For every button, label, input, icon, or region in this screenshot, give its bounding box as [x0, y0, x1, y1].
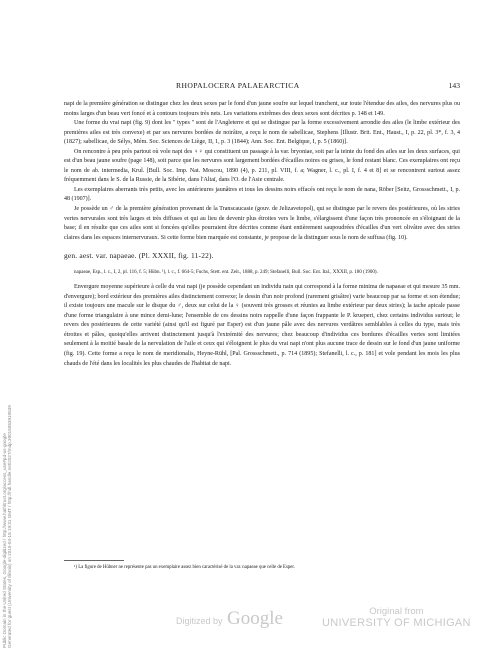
- google-watermark: [176, 608, 283, 630]
- source-watermark: [322, 606, 471, 629]
- body-text: [64, 100, 460, 369]
- paragraph: Je possède un ♂ de la première génération provenant de la Transcaucasie (gouv. de Jelizavetopol), qui se distingue par le revers des postérieures, où les stries vertes nervurales sont très larges et très diffuses et qui au lieu de devenir plus étroites vers le limbe, s'élargissent d'une façon très prononcée en s'éloignant de la base; il en résulte que ces ailes sont si foncées qu'elles pourraient être décrites comme étant entièrement saupoudrées d'écailles d'un vert olivâtre avec des stries claires dans les espaces internervuraux. Si cette forme bien marquée est constante, je propose de la distinguer sous le nom de suffusa (fig. 10).: [64, 206, 460, 241]
- access-note-line-1: Generated for guest (University of Illinois) on 2015-04-18 19:31 GMT / http://hdl.handle.net/2027/mdp.39015063919539: [7, 405, 12, 648]
- digitization-footer: [0, 600, 502, 640]
- footnote-divider: [64, 560, 124, 561]
- paragraph: Les exemplaires aberrants très petits, avec les antérieures jaunâtres et tous les dessins noirs effacés ont reçu le nom de nana, Röber [Seitz, Grossschmett., I, p. 48 (1907)].: [64, 186, 460, 203]
- footnote: ¹) La figure de Hübner ne représente pas un exemplaire assez bien caractérisé de la var. napaeae que celle de Esper.: [74, 565, 295, 570]
- running-title: RHOPALOCERA PALAEARCTICA: [176, 81, 300, 90]
- synonymy-references: napaeae, Esp., l. c., I, 2, pl. 116, f. 5; Hübn. ¹), l. c., f. 664-5; Fuchs, Stett. ent. Zeit., 1888, p. 249; Stefanelli, Bull. Soc. Ent. Ital., XXXII, p. 180 (1900).: [74, 269, 378, 275]
- google-logo: Google: [226, 608, 283, 629]
- paragraph: Une forme du vrai napi (fig. 9) dont les " types " sont de l'Angleterre et qui se distingue par la forme excessivement arrondie des ailes (le limbe extérieur des premières ailes est très convexe) et par ses nervures bordées de noirâtre, a reçu le nom de sabellicae, Stephens [Illustr. Brit. Ent., Haust., I, p. 22, pl. 3*, f. 3, 4 (1827); sabellicae, de Sélys, Mém. Soc. Sciences de Liège, II, 1, p. 3 (1844); Ann. Soc. Ent. Belgique, I, p. 5 (1860)].: [64, 120, 460, 146]
- university-name: UNIVERSITY OF MICHIGAN: [322, 617, 471, 629]
- running-header: [64, 81, 460, 91]
- original-from-label: Original from: [369, 606, 424, 617]
- section-heading: gen. aest. var. napaeae. (Pl. XXXII, fig. 11-22).: [64, 251, 214, 261]
- paragraph: Envergure moyenne supérieure à celle du vrai napi (je possède cependant un individu nain qui correspond à la forme minima de napaeae et qui mesure 35 mm. d'envergure); bord extérieur des premières ailes distinctement convexe; le dessin d'un noir profond (rarement grisâtre) varie beaucoup par sa forme et son étendue; il existe toujours une macule sur le disque du ♂, deux sur celui de la ♀ (souvent très grosses et réunies au limbe extérieur par deux stries); la tache apicale passe d'une forme triangulaire à une mince demi-lune; l'ensemble de ces dessins noirs rappelle d'une façon frappante le P. krueperi, chez certains individus surtout; le revers des postérieures de cette variété (ainsi qu'il est figuré par Esper) est d'un jaune pâle avec des nervures verdâtres semblables à celles du type, mais très étroites et pâles, quoiqu'elles arrivent distinctement jusqu'à l'extrémité des nervures; chez beaucoup d'individus ces bordures d'écailles vertes sont limitées seulement à la moitié basale de la nervulation de l'aile et ceux qui s'éloignent le plus du vrai napi n'ont plus aucune trace de dessin sur le fond d'un jaune uniforme (fig. 19). Cette forme a reçu le nom de meridionalis, Heyne-Rühl, [Pal. Grossschmett., p. 714 (1895); Stefanelli, l. c., p. 181] et vole pendant les mois les plus chauds de l'été dans les localités les plus chaudes de l'habitat de napi.: [64, 284, 460, 367]
- digitized-by-label: Digitized by: [176, 616, 223, 626]
- access-note-line-2: Public Domain in the United States, Google-digitized / http://www.hathitrust.org/access_use#pd-us-google: [2, 433, 7, 648]
- paragraph: napi de la première génération se distingue chez les deux sexes par le fond d'un jaune soufre sur lequel tranchent, sur toute l'étendue des ailes, des nervures plus ou moins larges d'un beau vert foncé et à contours toujours très nets. Les variations extrêmes des deux sexes sont décrites p. 148 et 149.: [64, 101, 460, 117]
- page-number: 143: [448, 81, 460, 90]
- paragraph: On rencontre à peu près partout où vole napi des ♀♀ qui constituent un passage à la var. bryoniae, soit par la teinte du fond des ailes sur les deux surfaces, qui est d'un beau jaune soufre (page 148), soit parce que les nervures sont largement bordées d'écailles noires ou grises, le fond restant blanc. Ces exemplaires ont reçu le nom de ab. intermedia, Krul. [Bull. Soc. Imp. Nat. Moscou, 1890 (4), p. 211, pl. VIII, f. a; Wagner, l. c., pl. I, f. 4 et 8] et se rencontrent surtout assez fréquemment dans le S. de la Russie, de la Sibérie, dans l'Altaï, dans l'O. de l'Asie centrale.: [64, 148, 460, 184]
